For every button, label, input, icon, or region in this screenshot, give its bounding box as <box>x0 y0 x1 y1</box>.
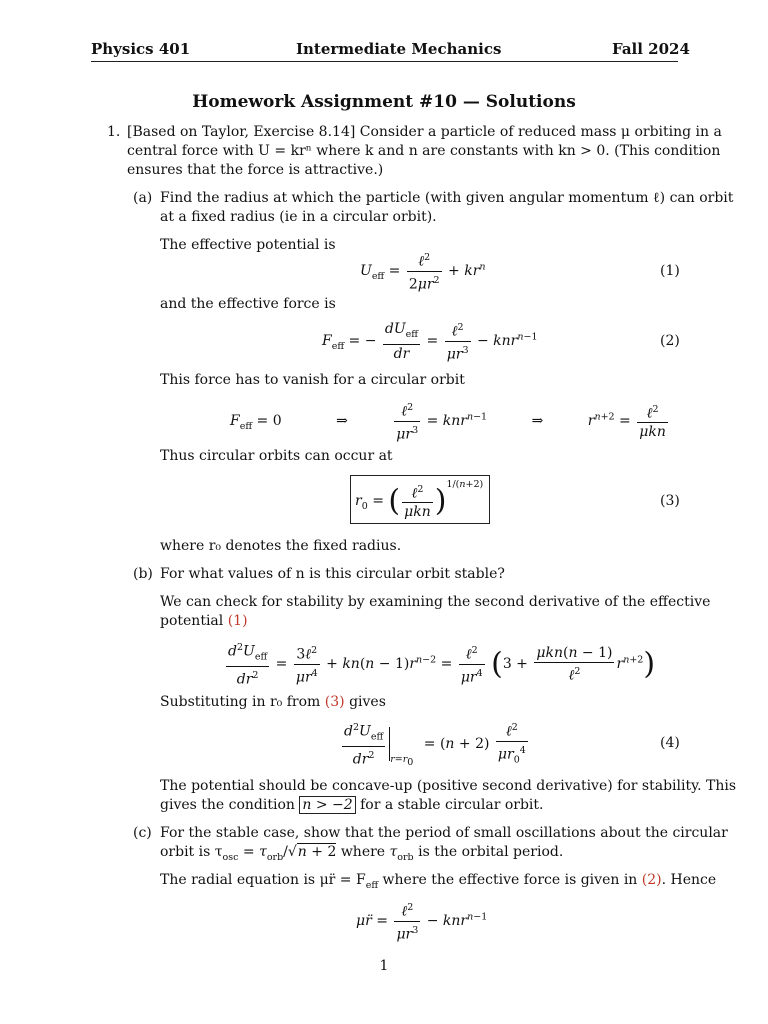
part-c-label: (c) <box>133 825 152 841</box>
equation-2-number: (2) <box>660 333 680 349</box>
stability-condition-box: n > −2 <box>299 796 355 814</box>
second-derivative-equation: $\frac{d^2U_{eff}}{dr^2}$ = $\frac{3\ell^2}{\mu r^4}$ + $kn(n - 1)r^{n-2}$ = $\frac{\ell^2}{\mu r^4}$ (3 + $\frac{\text{μkn(n − 1)}}{\ell^2}$ $r^{n+2}$) <box>228 642 656 689</box>
equation-1-reference[interactable]: (1) <box>227 613 248 629</box>
circular-orbit-condition: $F_{eff} = 0$ ⇒ $\frac{\ell^2}{\mu r^3}$ = knr$^{n-1}$ ⇒ $r^{n+2}$ = $\frac{\ell^2}{\text{μkn}}$ <box>230 402 666 443</box>
course-number: Physics 401 <box>91 40 191 58</box>
part-b-label: (b) <box>133 566 153 582</box>
equation-2: $F_{eff}$ = − $\frac{dU_{eff}}{dr}$ = $\frac{\ell^2}{\mu r^3}$ − knr$^{n-1}$ <box>322 320 538 363</box>
part-a-question-1: Find the radius at which the particle (with given angular momentum ℓ) can orbit <box>160 190 734 206</box>
equation-3-boxed: $r_0$ = ( $\frac{\ell^2}{\text{μkn}}$ )$^{1/(n+2)}$ <box>350 475 490 524</box>
part-b-text-3a: The potential should be concave-up (positive second derivative) for stability. This <box>160 778 737 794</box>
part-b-text-2: Substituting in r₀ from (3) gives <box>160 694 386 710</box>
part-a-text-3: This force has to vanish for a circular orbit <box>160 372 465 388</box>
page-number: 1 <box>379 958 389 974</box>
part-b-text-3b: gives the condition n > −2 for a stable circular orbit. <box>160 797 544 813</box>
part-a-text-5: where r₀ denotes the fixed radius. <box>160 538 402 554</box>
term: Fall 2024 <box>612 40 690 58</box>
part-a-label: (a) <box>133 190 153 206</box>
part-a-question-2: at a fixed radius (ie in a circular orbit). <box>160 209 437 225</box>
part-b-text-1b: potential (1) <box>160 613 248 629</box>
equation-2-reference[interactable]: (2) <box>641 872 662 888</box>
equation-1: $U_{eff}$ = $\frac{\ell^2}{2\mu r^2}$ + $kr^n$ <box>360 252 486 293</box>
part-c-question-2: orbit is $\tau_{osc} = \tau_{orb}/√n + 2$ where $\tau_{orb}$ is the orbital period. <box>160 844 564 863</box>
page-title: Homework Assignment #10 — Solutions <box>192 92 576 112</box>
part-b-text-1a: We can check for stability by examining the second derivative of the effective <box>160 594 711 610</box>
part-a-text-1: The effective potential is <box>160 237 336 253</box>
part-c-question-1: For the stable case, show that the period of small oscillations about the circular <box>160 825 728 841</box>
equation-4-number: (4) <box>660 735 680 751</box>
problem-intro-line-3: ensures that the force is attractive.) <box>127 162 384 178</box>
part-a-text-4: Thus circular orbits can occur at <box>160 448 393 464</box>
radial-equation: μr̈ = $\frac{\ell^2}{\mu r^3}$ − knr$^{n-1}$ <box>356 902 488 943</box>
equation-4: $\frac{d^2U_{eff}}{dr^2}$ $_{r=r_0}$ = (n + 2) $\frac{\ell^2}{\mu r_0^4}$ <box>344 722 526 769</box>
part-b-question: For what values of n is this circular orbit stable? <box>160 566 505 582</box>
equation-3-reference[interactable]: (3) <box>324 694 345 710</box>
problem-intro-line-1: [Based on Taylor, Exercise 8.14] Consider a particle of reduced mass μ orbiting in a <box>127 124 722 140</box>
equation-3-number: (3) <box>660 493 680 509</box>
header-rule <box>91 61 678 62</box>
problem-intro-line-2: central force with U = krⁿ where k and n are constants with kn > 0. (This condition <box>127 143 721 159</box>
problem-number: 1. <box>107 124 121 140</box>
part-a-text-2: and the effective force is <box>160 296 336 312</box>
equation-1-number: (1) <box>660 263 680 279</box>
course-name: Intermediate Mechanics <box>296 40 502 58</box>
part-c-text-1: The radial equation is μr̈ = $F_{eff}$ where the effective force is given in (2). Hence <box>160 872 717 891</box>
